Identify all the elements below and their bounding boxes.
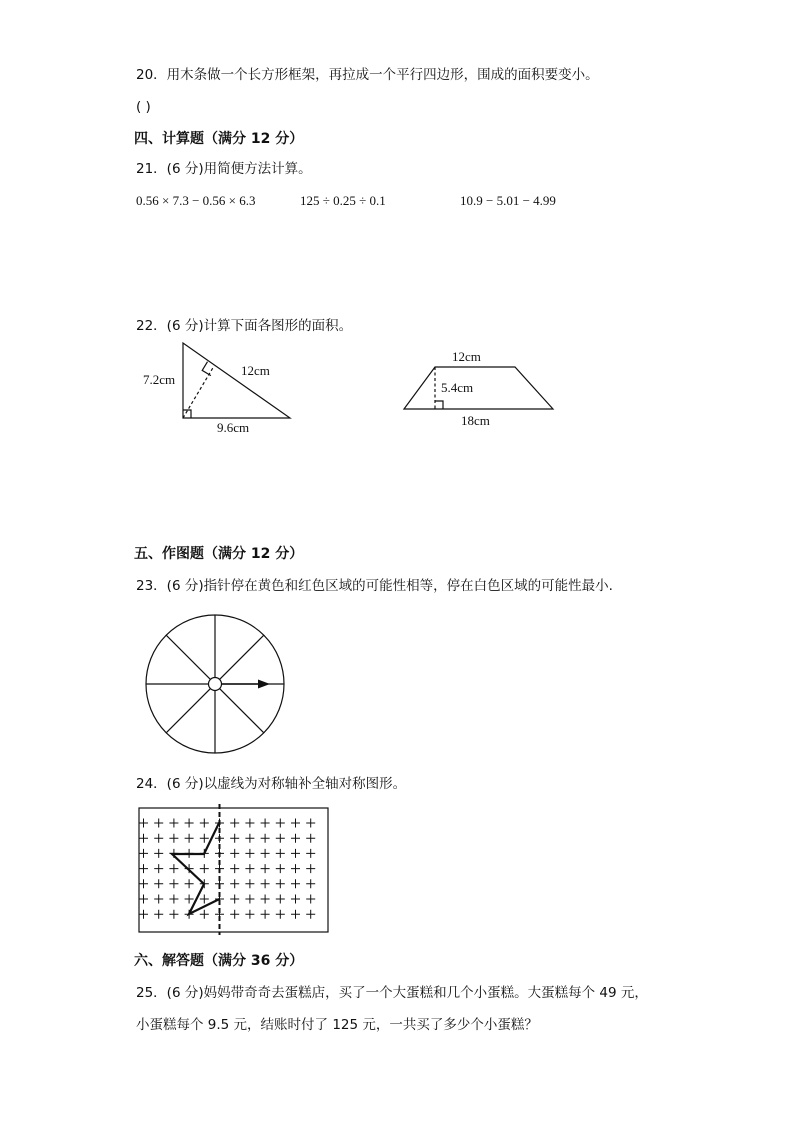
q20-answer-blank[interactable]: ( ) xyxy=(136,99,151,115)
grid-cross xyxy=(276,849,285,858)
grid-cross xyxy=(169,834,178,843)
grid-cross xyxy=(169,879,178,888)
grid-cross xyxy=(139,819,148,828)
grid-cross xyxy=(245,849,254,858)
grid-cross xyxy=(291,879,300,888)
grid-cross xyxy=(306,834,315,843)
grid-cross xyxy=(245,895,254,904)
grid-cross xyxy=(200,864,209,873)
grid-cross xyxy=(276,819,285,828)
grid-cross xyxy=(261,910,270,919)
grid-cross xyxy=(169,895,178,904)
grid-cross xyxy=(185,819,194,828)
grid-cross xyxy=(185,834,194,843)
q24-prompt: 24．(6 分)以虚线为对称轴补全轴对称图形。 xyxy=(136,776,407,792)
grid-cross xyxy=(245,864,254,873)
q21-expression-1: 0.56 × 7.3 − 0.56 × 6.3 xyxy=(136,193,256,208)
grid-cross xyxy=(200,895,209,904)
grid-cross xyxy=(139,834,148,843)
grid-cross xyxy=(154,849,163,858)
trapezoid-bottom-label: 18cm xyxy=(461,413,490,428)
grid-cross xyxy=(261,834,270,843)
grid-cross xyxy=(169,819,178,828)
grid-cross xyxy=(200,834,209,843)
q20-text: 20．用木条做一个长方形框架，再拉成一个平行四边形，围成的面积要变小。 xyxy=(136,67,599,83)
grid-cross xyxy=(306,819,315,828)
grid-cross xyxy=(139,879,148,888)
grid-cross xyxy=(169,864,178,873)
q23-prompt: 23．(6 分)指针停在黄色和红色区域的可能性相等，停在白色区域的可能性最小. xyxy=(136,578,613,594)
grid-cross xyxy=(306,879,315,888)
grid-cross xyxy=(200,910,209,919)
grid-cross xyxy=(291,895,300,904)
grid-cross xyxy=(139,849,148,858)
grid-cross xyxy=(291,819,300,828)
section-4-title: 四、计算题（满分 12 分） xyxy=(134,131,304,147)
grid-cross xyxy=(245,819,254,828)
grid-cross xyxy=(291,849,300,858)
grid-cross xyxy=(230,895,239,904)
grid-cross xyxy=(306,910,315,919)
grid-cross xyxy=(169,910,178,919)
half-figure-polyline xyxy=(172,822,220,914)
grid-cross xyxy=(154,864,163,873)
grid-cross xyxy=(230,864,239,873)
q21-prompt: 21．(6 分)用简便方法计算。 xyxy=(136,161,312,177)
q21-expression-2: 125 ÷ 0.25 ÷ 0.1 xyxy=(300,193,386,208)
grid-cross xyxy=(230,849,239,858)
trapezoid-height-label: 5.4cm xyxy=(441,380,474,395)
grid-cross xyxy=(154,910,163,919)
grid-cross xyxy=(291,834,300,843)
grid-cross xyxy=(185,895,194,904)
grid-cross xyxy=(154,879,163,888)
grid-cross xyxy=(230,910,239,919)
triangle-hypotenuse-label: 12cm xyxy=(241,363,270,378)
grid-cross xyxy=(261,879,270,888)
grid-cross xyxy=(154,819,163,828)
grid-cross xyxy=(291,864,300,873)
grid-cross xyxy=(154,895,163,904)
trapezoid-top-label: 12cm xyxy=(452,349,481,364)
q21-expression-3: 10.9 − 5.01 − 4.99 xyxy=(460,193,556,208)
grid-frame xyxy=(139,808,328,932)
grid-crosses xyxy=(139,819,315,919)
grid-cross xyxy=(230,819,239,828)
grid-cross xyxy=(276,879,285,888)
grid-cross xyxy=(139,910,148,919)
grid-cross xyxy=(276,910,285,919)
grid-cross xyxy=(139,895,148,904)
grid-cross xyxy=(291,910,300,919)
grid-cross xyxy=(261,819,270,828)
grid-cross xyxy=(245,879,254,888)
grid-cross xyxy=(276,864,285,873)
grid-cross xyxy=(276,834,285,843)
q25-line-2: 小蛋糕每个 9.5 元，结账时付了 125 元，一共买了多少个小蛋糕？ xyxy=(136,1017,538,1033)
grid-cross xyxy=(306,864,315,873)
grid-cross xyxy=(200,819,209,828)
grid-cross xyxy=(261,849,270,858)
grid-cross xyxy=(139,864,148,873)
grid-cross xyxy=(185,879,194,888)
grid-cross xyxy=(276,895,285,904)
triangle-left-label: 7.2cm xyxy=(143,372,176,387)
grid-cross xyxy=(261,895,270,904)
triangle-base-label: 9.6cm xyxy=(217,420,250,435)
grid-cross xyxy=(261,864,270,873)
q22-prompt: 22．(6 分)计算下面各图形的面积。 xyxy=(136,318,353,334)
grid-cross xyxy=(306,895,315,904)
grid-cross xyxy=(230,879,239,888)
q25-line-1: 25．(6 分)妈妈带奇奇去蛋糕店，买了一个大蛋糕和几个小蛋糕。大蛋糕每个 49 元， xyxy=(136,985,648,1001)
section-6-title: 六、解答题（满分 36 分） xyxy=(134,953,304,969)
grid-cross xyxy=(306,849,315,858)
grid-cross xyxy=(154,834,163,843)
grid-cross xyxy=(245,910,254,919)
grid-cross xyxy=(245,834,254,843)
section-5-title: 五、作图题（满分 12 分） xyxy=(134,546,304,562)
grid-cross xyxy=(230,834,239,843)
